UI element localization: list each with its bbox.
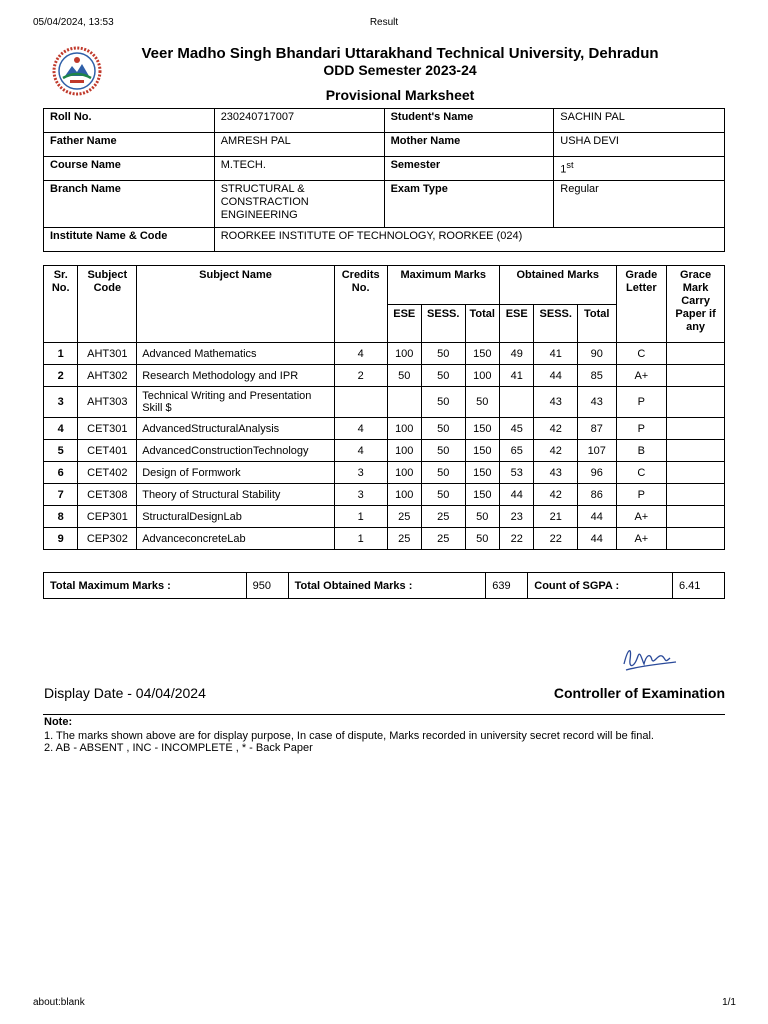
cell-obt-total: 44 [578,506,617,528]
cell-max-ese: 100 [387,484,421,506]
father-value: AMRESH PAL [214,133,384,157]
cell-obt-total: 44 [578,528,617,550]
cell-max-ese: 25 [387,506,421,528]
cell-obt-ese: 44 [499,484,533,506]
branch-value [214,181,384,228]
cell-max-total: 150 [465,462,499,484]
course-value: M.TECH. [214,157,384,181]
cell-subject: Research Methodology and IPR [137,365,335,387]
cell-grade: B [616,440,667,462]
cell-grace [667,418,725,440]
header-code: Subject Code [78,266,137,343]
document-title: Provisional Marksheet [325,87,475,103]
student-info-table [43,108,725,252]
cell-max-ese: 50 [387,365,421,387]
cell-sr: 2 [44,365,78,387]
controller-of-examination: Controller of Examination [553,685,725,701]
cell-obt-sess: 42 [534,484,578,506]
cell-obt-ese: 53 [499,462,533,484]
cell-obt-ese: 49 [499,343,533,365]
cell-max-ese: 25 [387,528,421,550]
cell-code: CET402 [78,462,137,484]
semester-suffix: st [566,160,574,170]
cell-credits: 3 [334,462,387,484]
cell-obt-total: 96 [578,462,617,484]
print-url: about:blank [33,997,85,1008]
note-title: Note: [44,716,73,728]
print-datetime: 05/04/2024, 13:53 [33,17,114,28]
cell-code: AHT303 [78,387,137,418]
cell-sr: 6 [44,462,78,484]
cell-grade: C [616,343,667,365]
total-max-value: 950 [246,573,288,599]
header-obt-total: Total [578,305,617,343]
header-sr: Sr. No. [44,266,78,343]
cell-max-ese [387,387,421,418]
header-obtained-marks: Obtained Marks [499,266,616,305]
header-max-total: Total [465,305,499,343]
cell-obt-sess: 42 [534,418,578,440]
print-page-title: Result [369,17,399,28]
cell-max-sess: 50 [421,387,465,418]
table-row [44,365,725,387]
total-max-label: Total Maximum Marks : [44,573,247,599]
header-max-sess: SESS. [421,305,465,343]
table-row [44,506,725,528]
cell-code: AHT302 [78,365,137,387]
cell-grace [667,506,725,528]
cell-obt-sess: 43 [534,387,578,418]
table-row [44,440,725,462]
table-row [44,484,725,506]
cell-sr: 7 [44,484,78,506]
cell-credits: 4 [334,440,387,462]
student-name-value: SACHIN PAL [554,109,725,133]
cell-code: CEP302 [78,528,137,550]
cell-subject: AdvanceconcreteLab [137,528,335,550]
cell-max-ese: 100 [387,440,421,462]
cell-obt-total: 85 [578,365,617,387]
cell-max-sess: 50 [421,418,465,440]
cell-subject: Technical Writing and Presentation Skill $ [137,387,335,418]
display-date: Display Date - 04/04/2024 [44,685,206,701]
cell-max-ese: 100 [387,418,421,440]
cell-max-total: 150 [465,440,499,462]
cell-grade: P [616,387,667,418]
cell-obt-total: 107 [578,440,617,462]
header-obt-ese: ESE [499,305,533,343]
cell-obt-ese: 45 [499,418,533,440]
roll-value: 230240717007 [214,109,384,133]
cell-max-total: 50 [465,528,499,550]
sgpa-label: Count of SGPA : [528,573,673,599]
cell-credits: 3 [334,484,387,506]
cell-obt-ese: 41 [499,365,533,387]
table-row [44,387,725,418]
cell-obt-sess: 22 [534,528,578,550]
cell-max-sess: 25 [421,528,465,550]
cell-grade: P [616,484,667,506]
cell-obt-ese [499,387,533,418]
cell-max-ese: 100 [387,343,421,365]
cell-code: AHT301 [78,343,137,365]
cell-subject: StructuralDesignLab [137,506,335,528]
cell-sr: 8 [44,506,78,528]
cell-max-sess: 25 [421,506,465,528]
cell-obt-sess: 44 [534,365,578,387]
branch-text: STRUCTURAL & CONSTRACTION ENGINEERING [220,183,309,221]
cell-subject: Advanced Mathematics [137,343,335,365]
total-obtained-label: Total Obtained Marks : [288,573,486,599]
cell-code: CET401 [78,440,137,462]
header-subject: Subject Name [137,266,335,343]
cell-max-total: 50 [465,506,499,528]
cell-grace [667,365,725,387]
footer-divider [43,714,725,715]
header-max-marks: Maximum Marks [387,266,499,305]
cell-max-sess: 50 [421,484,465,506]
roll-label: Roll No. [44,109,215,133]
cell-code: CET308 [78,484,137,506]
cell-code: CEP301 [78,506,137,528]
cell-max-sess: 50 [421,343,465,365]
table-row [44,462,725,484]
cell-max-total: 150 [465,418,499,440]
cell-credits [334,387,387,418]
header-obt-sess: SESS. [534,305,578,343]
cell-sr: 9 [44,528,78,550]
cell-obt-total: 90 [578,343,617,365]
cell-grade: A+ [616,365,667,387]
cell-grade: A+ [616,506,667,528]
cell-obt-ese: 65 [499,440,533,462]
father-label: Father Name [44,133,215,157]
marks-table [43,265,725,550]
cell-grade: C [616,462,667,484]
header-max-ese: ESE [387,305,421,343]
cell-credits: 1 [334,506,387,528]
cell-obt-sess: 43 [534,462,578,484]
cell-max-total: 150 [465,484,499,506]
print-page-count: 1/1 [722,997,736,1008]
cell-max-total: 150 [465,343,499,365]
semester-number: 1 [560,163,567,176]
cell-obt-ese: 22 [499,528,533,550]
totals-table [43,572,725,599]
cell-obt-sess: 41 [534,343,578,365]
cell-credits: 4 [334,418,387,440]
cell-obt-sess: 42 [534,440,578,462]
branch-label: Branch Name [44,181,215,228]
cell-grace [667,484,725,506]
cell-subject: Design of Formwork [137,462,335,484]
semester-title: ODD Semester 2023-24 [323,62,477,78]
cell-credits: 2 [334,365,387,387]
note-line-1: 1. The marks shown above are for display purpose, In case of dispute, Marks recorded in university secret record will be final. [44,730,654,742]
institute-value: ROORKEE INSTITUTE OF TECHNOLOGY, ROORKEE (024) [214,228,724,252]
cell-grace [667,440,725,462]
cell-grace [667,387,725,418]
cell-obt-total: 87 [578,418,617,440]
cell-max-total: 50 [465,387,499,418]
cell-grace [667,528,725,550]
cell-subject: AdvancedConstructionTechnology [137,440,335,462]
university-name: Veer Madho Singh Bhandari Uttarakhand Technical University, Dehradun [141,45,659,62]
cell-grade: A+ [616,528,667,550]
header-grade: Grade Letter [616,266,667,343]
mother-label: Mother Name [384,133,554,157]
cell-subject: Theory of Structural Stability [137,484,335,506]
university-logo [52,46,102,96]
controller-signature [620,638,680,678]
semester-value [554,157,725,181]
cell-obt-total: 43 [578,387,617,418]
student-name-label: Student's Name [384,109,554,133]
cell-obt-sess: 21 [534,506,578,528]
cell-credits: 4 [334,343,387,365]
table-row [44,528,725,550]
cell-sr: 5 [44,440,78,462]
cell-max-ese: 100 [387,462,421,484]
course-label: Course Name [44,157,215,181]
cell-max-sess: 50 [421,365,465,387]
cell-grace [667,462,725,484]
exam-type-value: Regular [554,181,725,228]
cell-sr: 3 [44,387,78,418]
exam-type-label: Exam Type [384,181,554,228]
mother-value: USHA DEVI [554,133,725,157]
sgpa-value: 6.41 [673,573,725,599]
cell-obt-total: 86 [578,484,617,506]
semester-label: Semester [384,157,554,181]
cell-grace [667,343,725,365]
cell-obt-ese: 23 [499,506,533,528]
cell-subject: AdvancedStructuralAnalysis [137,418,335,440]
note-line-2: 2. AB - ABSENT , INC - INCOMPLETE , * - Back Paper [44,742,313,754]
header-credits: Credits No. [334,266,387,343]
cell-max-sess: 50 [421,462,465,484]
table-row [44,418,725,440]
cell-credits: 1 [334,528,387,550]
cell-max-total: 100 [465,365,499,387]
institute-label: Institute Name & Code [44,228,215,252]
cell-grade: P [616,418,667,440]
cell-code: CET301 [78,418,137,440]
table-row [44,343,725,365]
total-obtained-value: 639 [486,573,528,599]
cell-max-sess: 50 [421,440,465,462]
cell-sr: 1 [44,343,78,365]
header-grace: Grace Mark Carry Paper if any [667,266,725,343]
cell-sr: 4 [44,418,78,440]
